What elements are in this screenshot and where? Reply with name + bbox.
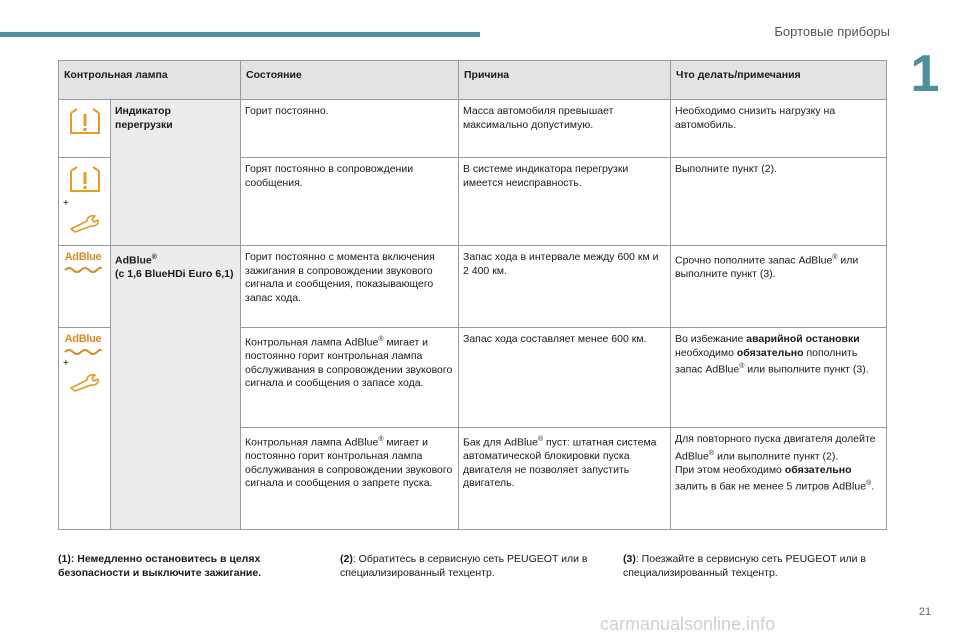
- footnote-1: (1): Немедленно остановитесь в целях безопасности и выключите зажигание.: [58, 553, 262, 579]
- cell-cause: Запас хода составляет менее 600 км.: [459, 328, 671, 428]
- chapter-number: 1: [910, 45, 940, 103]
- cell-cause: Бак для AdBlue® пуст: штатная система автоматической блокировки пуска двигателя не позволяет запустить двигатель.: [459, 428, 671, 530]
- cell-state: Контрольная лампа AdBlue® мигает и постоянно горит контрольная лампа обслуживания в сопровождении звукового сигнала и сообщения о запасе хода.: [241, 328, 459, 428]
- cell-cause: Масса автомобиля превышает максимально допустимую.: [459, 100, 671, 158]
- page-number: 21: [918, 606, 932, 618]
- adblue-service-icon-cell: [59, 328, 111, 530]
- overload-indicator-label: Индикатор перегрузки: [111, 100, 241, 246]
- table-header-row: [59, 61, 887, 100]
- cell-state: Контрольная лампа AdBlue® мигает и постоянно горит контрольная лампа обслуживания в сопровождении звукового сигнала и сообщения о запрете пуска.: [241, 428, 459, 530]
- footnote-3: (3): Поезжайте в сервисную сеть PEUGEOT или в специализированный техцентр.: [623, 553, 866, 579]
- footnote-2: (2): Обратитесь в сервисную сеть PEUGEOT или в специализированный техцентр.: [340, 553, 588, 579]
- cell-action: Необходимо снизить нагрузку на автомобиль.: [671, 100, 887, 158]
- col-header-state: Состояние: [241, 61, 459, 100]
- adblue-label: AdBlue® (с 1,6 BlueHDi Euro 6,1): [111, 246, 241, 530]
- wrench-icon: [67, 372, 103, 392]
- header-accent-bar: [0, 32, 480, 37]
- overload-warning-icon: [67, 163, 103, 195]
- warning-lamp-table: [58, 60, 887, 530]
- overload-service-icon-cell: [59, 158, 111, 246]
- cell-action: Во избежание аварийной остановки необходимо обязательно пополнить запас AdBlue® или выполните пункт (3).: [671, 328, 887, 428]
- cell-state: Горит постоянно.: [241, 100, 459, 158]
- section-title: Бортовые приборы: [774, 24, 890, 39]
- adblue-icon: AdBlue: [63, 333, 103, 355]
- cell-state: Горит постоянно с момента включения зажигания в сопровождении звукового сигнала и сообщения, показывающего запас хода.: [241, 246, 459, 328]
- overload-icon-cell: [59, 100, 111, 158]
- cell-action: Выполните пункт (2).: [671, 158, 887, 246]
- overload-warning-icon: [67, 105, 103, 137]
- cell-state: Горят постоянно в сопровождении сообщения.: [241, 158, 459, 246]
- table-row: [59, 246, 887, 328]
- wrench-icon: [67, 213, 103, 233]
- plus-sign: +: [63, 357, 69, 369]
- cell-cause: Запас хода в интервале между 600 км и 2 400 км.: [459, 246, 671, 328]
- adblue-icon-cell: [59, 246, 111, 328]
- table-row: [59, 100, 887, 158]
- col-header-action: Что делать/примечания: [671, 61, 887, 100]
- cell-action: Для повторного пуска двигателя долейте AdBlue® или выполните пункт (2). При этом необходимо обязательно залить в бак не менее 5 литров AdBlue®.: [671, 428, 887, 530]
- col-header-cause: Причина: [459, 61, 671, 100]
- col-header-lamp: Контрольная лампа: [59, 61, 241, 100]
- adblue-icon: AdBlue: [63, 251, 103, 273]
- plus-sign: +: [63, 198, 69, 209]
- cell-action: Срочно пополните запас AdBlue® или выполните пункт (3).: [671, 246, 887, 328]
- watermark: carmanualsonline.info: [600, 614, 776, 634]
- cell-cause: В системе индикатора перегрузки имеется неисправность.: [459, 158, 671, 246]
